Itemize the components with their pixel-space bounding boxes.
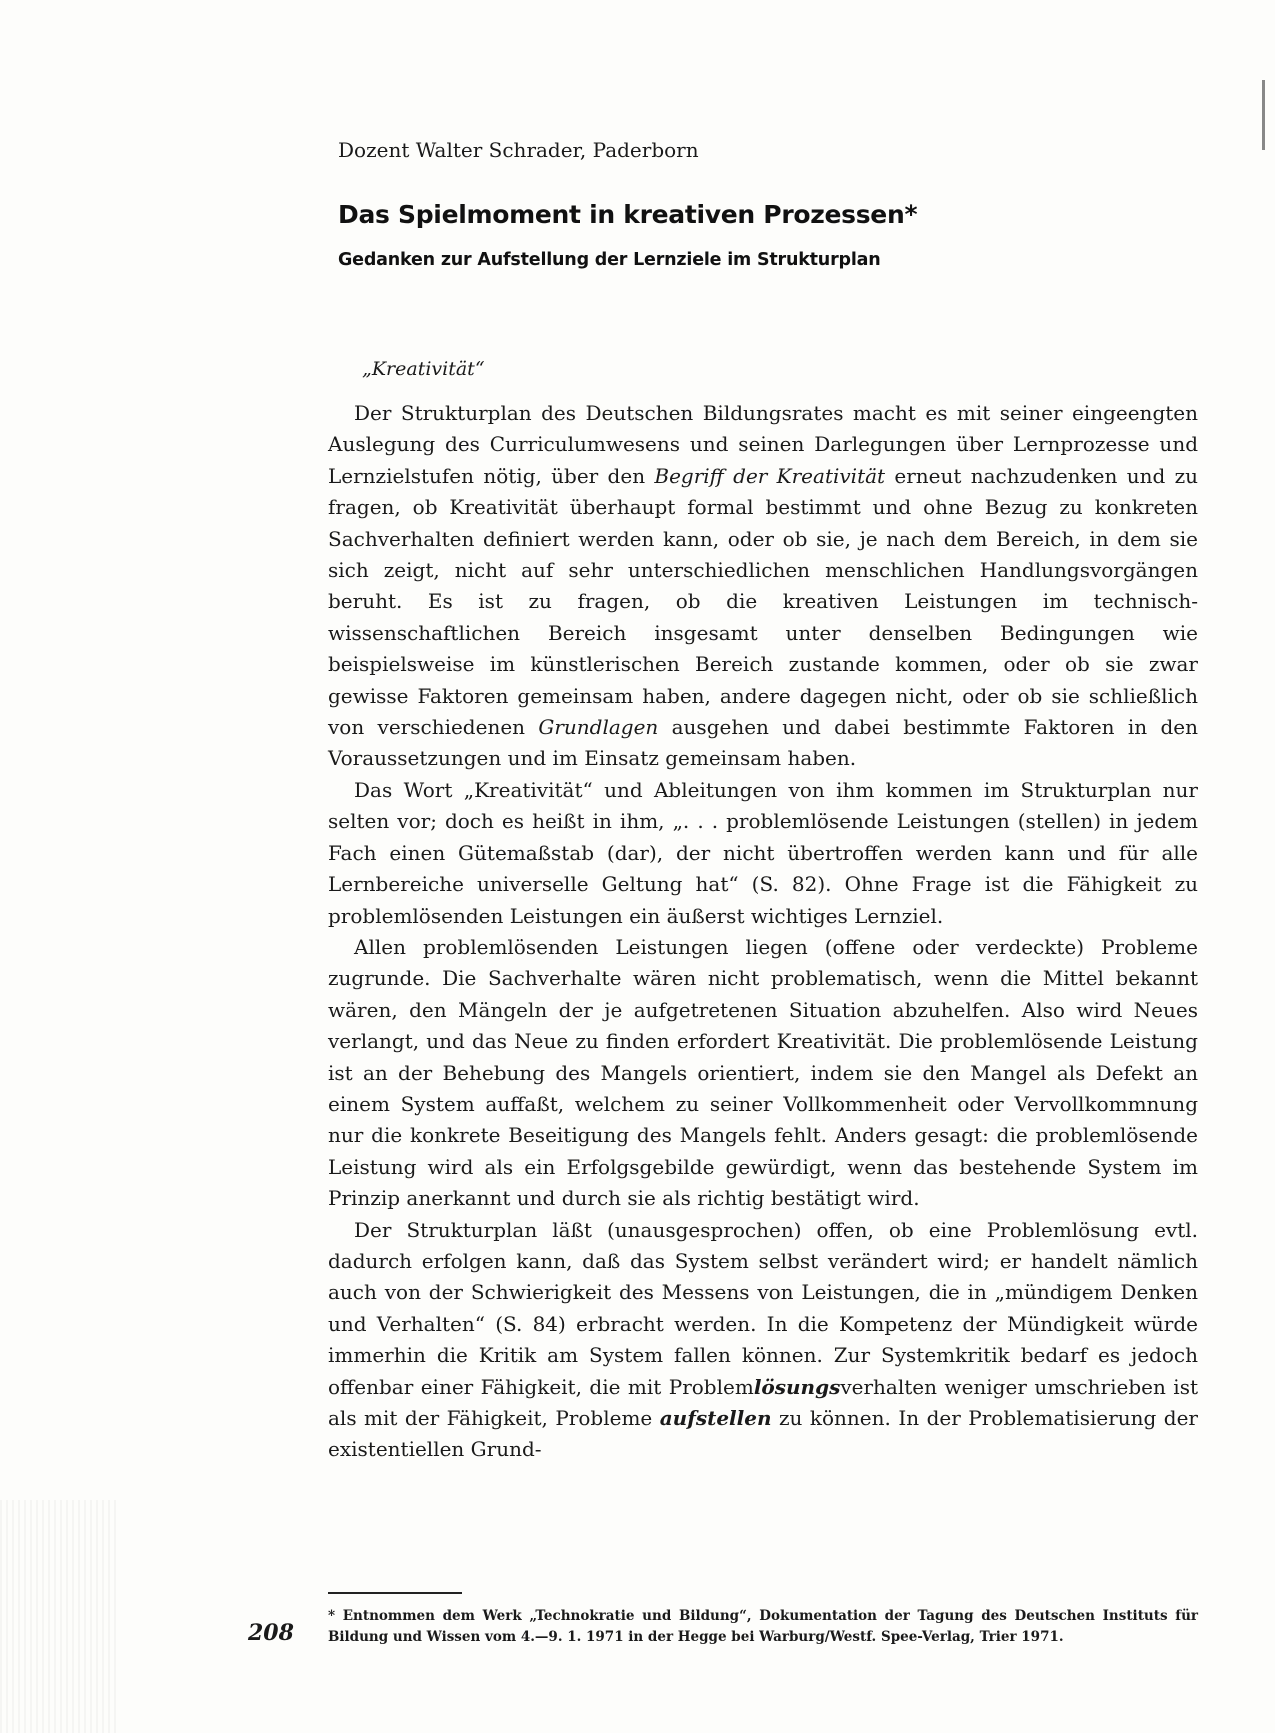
article-title: Das Spielmoment in kreativen Prozessen* <box>338 200 918 229</box>
body-text <box>328 398 1198 1466</box>
paragraph-1-emphasis-2: Grundlagen <box>538 715 659 740</box>
paragraph-1-text-b: erneut nachzudenken und zu fragen, ob Kreativität überhaupt formal bestimmt und ohne Bezug zu konkreten Sachverhalten definiert werden kann, oder ob sie, je nach dem Bereich, in dem sie sich zeigt, nicht auf sehr unterschiedlichen menschlichen Handlungsvorgängen beruht. Es ist zu fragen, ob die kreativen Leistungen im technisch-wissenschaftlichen Bereich insgesamt unter denselben Bedingungen wie beispielsweise im künstlerischen Bereich zustande kommen, oder ob sie zwar gewisse Faktoren gemeinsam haben, andere dagegen nicht, oder ob sie schließlich von verschiedenen <box>328 463 1199 740</box>
section-heading: „Kreativität“ <box>362 358 485 380</box>
paragraph-4-text-c: zu können. In der Problematisierung der existentiellen Grund- <box>328 1406 1198 1462</box>
paragraph-4-text-b: verhalten weniger umschrieben ist als mit der Fähigkeit, Probleme <box>328 1374 1198 1430</box>
paragraph-4-emphasis-2: aufstellen <box>659 1406 772 1430</box>
paragraph-4-emphasis-1: lösungs <box>753 1374 841 1399</box>
paragraph-1 <box>328 398 1198 775</box>
paragraph-1-emphasis-1: Begriff der Kreativität <box>654 463 886 488</box>
scan-edge-mark <box>1262 80 1265 150</box>
paragraph-4 <box>328 1215 1198 1466</box>
author-line: Dozent Walter Schrader, Paderborn <box>338 138 699 162</box>
scan-noise <box>0 1500 120 1733</box>
page-number: 208 <box>248 1620 294 1646</box>
paragraph-3: Allen problemlösenden Leistungen liegen (offene oder verdeckte) Probleme zugrunde. Die Sachverhalte wären nicht problematisch, wenn die Mittel bekannt wären, den Mängeln der je aufgetretenen Situation abzuhelfen. Also wird Neues verlangt, und das Neue zu finden erfordert Kreativität. Die problemlösende Leistung ist an der Behebung des Mangels orientiert, indem sie den Mangel als Defekt an einem System auffaßt, welchem zu seiner Vollkommenheit oder Vervollkommnung nur die konkrete Beseitigung des Mangels fehlt. Anders gesagt: die problemlösende Leistung wird als ein Erfolgsgebilde gewürdigt, wenn das bestehende System im Prinzip anerkannt und durch sie als richtig bestätigt wird. <box>328 934 1198 1211</box>
article-subtitle: Gedanken zur Aufstellung der Lernziele im Strukturplan <box>338 250 881 270</box>
paragraph-1-text-a: Der Strukturplan des Deutschen Bildungsrates macht es mit seiner eingeengten Auslegung des Curriculumwesens und seinen Darlegungen über Lernprozesse und Lernzielstufen nötig, über den <box>328 401 1198 488</box>
footnote-rule <box>328 1592 462 1594</box>
paragraph-1-text-c: ausgehen und dabei bestimmte Faktoren in den Voraussetzungen und im Einsatz gemeinsam haben. <box>328 715 1198 771</box>
paragraph-4-text-a: Der Strukturplan läßt (unausgesprochen) offen, ob eine Problemlösung evtl. dadurch erfolgen kann, daß das System selbst verändert wird; er handelt nämlich auch von der Schwierigkeit des Messens von Leistungen, die in „mündigem Denken und Verhalten“ (S. 84) erbracht werden. In die Kompetenz der Mündigkeit würde immerhin die Kritik am System fallen können. Zur Systemkritik bedarf es jedoch offenbar einer Fähigkeit, die mit Problem <box>328 1217 1198 1399</box>
footnote: * Entnommen dem Werk „Technokratie und Bildung“, Dokumentation der Tagung des Deutschen Instituts für Bildung und Wissen vom 4.—9. 1. 1971 in der Hegge bei Warburg/Westf. Spee-Verlag, Trier 1971. <box>328 1608 1198 1645</box>
paragraph-2: Das Wort „Kreativität“ und Ableitungen von ihm kommen im Strukturplan nur selten vor; doch es heißt in ihm, „. . . problemlösende Leistungen (stellen) in jedem Fach einen Gütemaßstab (dar), der nicht übertroffen werden kann und für alle Lernbereiche universelle Geltung hat“ (S. 82). Ohne Frage ist die Fähigkeit zu problemlösenden Leistungen ein äußerst wichtiges Lernziel. <box>328 777 1198 928</box>
